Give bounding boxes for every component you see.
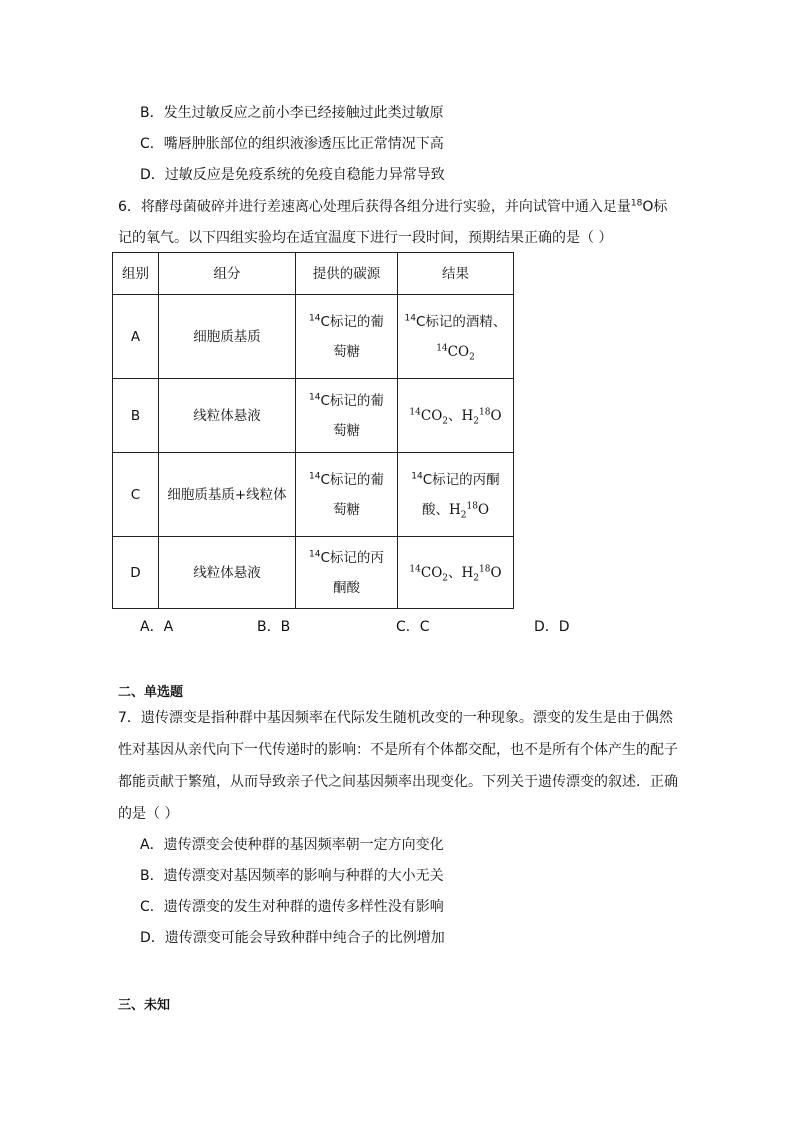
row-group: B — [113, 379, 159, 453]
isotope-mass: 18 — [479, 407, 491, 417]
row-component: 细胞质基质 — [159, 295, 296, 379]
header-group: 组别 — [113, 253, 159, 295]
q7-stem-line1: 7．遗传漂变是指种群中基因频率在代际发生随机改变的一种现象。漂变的发生是由于偶然 — [118, 710, 673, 726]
isotope-mass: 18 — [479, 564, 491, 574]
carbon-line1: C标记的葡 — [320, 471, 384, 488]
result-co2: CO — [420, 407, 443, 424]
separator: 、 — [448, 564, 462, 581]
row-carbon — [296, 453, 398, 537]
isotope-mass: 14 — [309, 392, 321, 402]
q5-option-b: B．发生过敏反应之前小李已经接触过此类过敏原 — [140, 105, 444, 121]
table-row — [113, 295, 514, 379]
q6-stem-line2: 记的氧气。以下四组实验均在适宜温度下进行一段时间，预期结果正确的是（ ） — [118, 230, 613, 246]
isotope-mass: 14 — [404, 313, 416, 323]
isotope-mass: 14 — [411, 471, 423, 481]
header-result: 结果 — [398, 253, 514, 295]
q5-option-c: C．嘴唇肿胀部位的组织液渗透压比正常情况下高 — [140, 136, 444, 152]
carbon-line1: C标记的葡 — [320, 392, 384, 409]
water-o: O — [477, 501, 490, 518]
q6-table — [112, 252, 514, 609]
q7-stem-line2: 性对基因从亲代向下一代传递时的影响：不是所有个体都交配，也不是所有个体产生的配子 — [118, 742, 678, 758]
q6-stem-text: 6．将酵母菌破碎并进行差速离心处理后获得各组分进行实验，并向试管中通入足量 — [118, 199, 631, 215]
carbon-line2: 酮酸 — [333, 579, 360, 596]
water-h: H — [461, 407, 474, 424]
result-line1: C标记的丙酮 — [422, 471, 500, 488]
row-carbon — [296, 295, 398, 379]
q6-stem-text-end: O标 — [642, 199, 668, 215]
isotope-mass: 14 — [409, 407, 421, 417]
table-header-row — [113, 253, 514, 295]
q7-option-a: A．遗传漂变会使种群的基因频率朝一定方向变化 — [140, 837, 444, 853]
q6-answer-a: A．A — [140, 619, 174, 635]
table-row — [113, 537, 514, 609]
result-co2: CO — [447, 343, 470, 360]
q6-answer-options — [140, 616, 600, 636]
row-carbon — [296, 537, 398, 609]
row-result — [398, 379, 514, 453]
q6-answer-d: D．D — [534, 619, 570, 635]
subscript: 2 — [469, 352, 475, 363]
table-row — [113, 453, 514, 537]
row-group: D — [113, 537, 159, 609]
row-component: 线粒体悬液 — [159, 379, 296, 453]
row-component: 线粒体悬液 — [159, 537, 296, 609]
result-co2: CO — [420, 564, 443, 581]
result-line2: 酸、 — [421, 501, 449, 518]
carbon-line1: C标记的丙 — [320, 549, 384, 566]
water-h: H — [461, 564, 474, 581]
subscript: 2 — [473, 573, 480, 584]
q6-stem-line1 — [118, 197, 667, 217]
water-o: O — [490, 564, 502, 581]
water-o: O — [490, 407, 502, 424]
row-result — [398, 453, 514, 537]
q7-option-b: B．遗传漂变对基因频率的影响与种群的大小无关 — [140, 868, 444, 884]
subscript: 2 — [473, 416, 480, 427]
result-line1: C标记的酒精、 — [416, 313, 507, 330]
row-group: A — [113, 295, 159, 379]
separator: 、 — [448, 407, 462, 424]
subscript: 2 — [460, 510, 467, 521]
q5-option-d: D．过敏反应是免疫系统的免疫自稳能力异常导致 — [140, 167, 445, 183]
header-component: 组分 — [159, 253, 296, 295]
table-row — [113, 379, 514, 453]
row-result — [398, 537, 514, 609]
q7-stem-line3: 都能贡献于繁殖，从而导致亲子代之间基因频率出现变化。下列关于遗传漂变的叙述．正确 — [118, 774, 678, 790]
water-h: H — [448, 501, 461, 518]
row-carbon — [296, 379, 398, 453]
subscript: 2 — [442, 573, 449, 584]
isotope-mass: 14 — [309, 313, 321, 323]
section-heading-single-choice: 二、单选题 — [118, 685, 184, 700]
section-heading-unknown: 三、未知 — [118, 998, 171, 1013]
carbon-line2: 萄糖 — [333, 501, 360, 518]
q6-answer-b: B．B — [257, 619, 291, 635]
carbon-line2: 萄糖 — [333, 422, 360, 439]
header-carbon-source: 提供的碳源 — [296, 253, 398, 295]
isotope-mass: 14 — [436, 343, 448, 353]
q7-stem-line4: 的是（ ） — [118, 806, 179, 822]
isotope-mass: 14 — [309, 549, 321, 559]
isotope-mass: 14 — [409, 564, 421, 574]
q7-option-d: D．遗传漂变可能会导致种群中纯合子的比例增加 — [140, 930, 445, 946]
q7-option-c: C．遗传漂变的发生对种群的遗传多样性没有影响 — [140, 899, 444, 915]
isotope-mass: 18 — [466, 501, 478, 511]
carbon-line1: C标记的葡 — [320, 313, 384, 330]
carbon-line2: 萄糖 — [333, 343, 360, 360]
q6-answer-c: C．C — [396, 619, 430, 635]
row-result — [398, 295, 514, 379]
row-component: 细胞质基质+线粒体 — [159, 453, 296, 537]
subscript: 2 — [442, 416, 449, 427]
isotope-mass: 18 — [630, 198, 643, 209]
row-group: C — [113, 453, 159, 537]
isotope-mass: 14 — [309, 471, 321, 481]
